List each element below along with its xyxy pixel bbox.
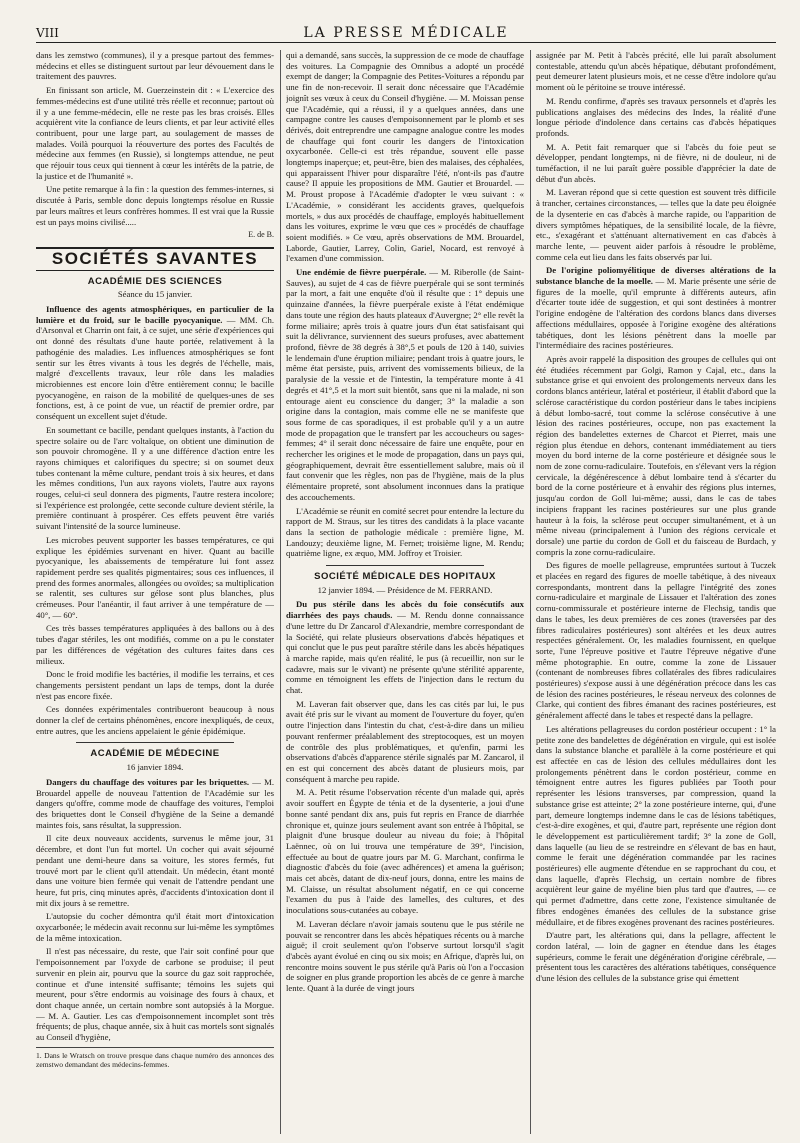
paragraph: M. A. Petit résume l'observation récente d'un malade qui, après avoir souffert en Égypte de ténia et de la dysenterie, a joui d'une bonne santé pendant dix ans, puis fut repris en France de diarrhée chronique et, quinze jours seulement avant son entrée à l'hôpital, se plaignit d'une brusque douleur au niveau du foie; à l'hôpital Laënnec, où on lui trouva une température de 39°, l'incision, effectuée au bout de quatre jours par M. G. Marchant, confirma le diagnostic d'abcès du foie (avec adhérences) et amena la guérison; mais cet abcès, datant de dix-neuf jours, donna, entre les mains de M. Claisse, un résultat absolument négatif, en ce qui concerne l'examen du pus à l'aide des lamelles, des cultures, et des inoculations sous-cutanées au cobaye. — [286, 787, 524, 916]
article-text: — M. Riberolle (de Saint-Sauves), au sujet de 4 cas de fièvre puerpérale qui se sont terminés par la mort, a fait une enquête d'où il résulte que : 1° depuis une quinzaine d'années, la fièvre puerpérale existe à l'état endémique dans toute une région des hauts plateaux d'Auvergne; 2° elle revêt la forme miliaire; après trois à quatre jours d'un état satisfaisant qui suit la délivrance, surviennent des sueurs profuses, avec abattement profond, fièvre de 38 degrés à 38°,5 et pouls de 120 à 140, suivies le lendemain d'une éruption miliaire; pendant trois à quatre jours, le même état persiste, puis, arrivent des vomissements bilieux, de la paralysie de la vessie et de l'intestin, la température monte à 41 degrés et 41°,5 et la mort suit bientôt, sans que ni la malade, ni son entourage aient eu conscience du danger; 3° la maladie a son origine dans la contagion, mais comme elle ne se manifeste que sous forme de cas sporadiques, il est probable qu'il y a un autre mode de propagation que le transfert par les accoucheurs ou sages-femmes; 4° il serait donc nécessaire de faire une enquête, pour en rechercher les origines et le mode de propagation, dans un pays qui, géographiquement, devrait être essentiellement salubre, mais où il faut convenir que les règles, non pas de l'hygiène, mais de la plus élémentaire propreté, sont absolument inconnues dans la pratique des accouchements. — [286, 267, 524, 502]
paragraph: assignée par M. Petit à l'abcès précité, elle lui paraît absolument contestable, attendu qu'un abcès hépatique, débutant profondément, peut demeurer latent plusieurs mois, et ne cesse d'être indolore qu'au moment où le péritoine se trouve intéressé. — [536, 50, 776, 93]
paragraph: qui a demandé, sans succès, la suppression de ce mode de chauffage des voitures. La Compagnie des Omnibus a adopté un procédé exempt de danger; la Compagnie des Petites-Voitures a répondu par une fin de non-recevoir. Il serait donc nécessaire que l'Académie joignît ses vœux à ceux du Conseil d'hygiène. — M. Moissan pense que l'Académie, qui a réussi, il y a quelques années, dans une campagne contre les causes d'empoisonnement par le plomb et ses dérivés, doit entreprendre une campagne analogue contre les modes de chauffage qui font courir les dangers de l'intoxication oxycarbonée. Celle-ci est très répandue, souvent elle passe longtemps inaperçue; et, peut-être, bien des malaises, des céphalées, qui apparaissent l'hiver pour disparaître l'été, n'ont-ils pas d'autre cause? Il appuie les propositions de MM. Gautier et Brouardel. — M. Proust propose à l'Académie d'adopter le vœu suivant : « L'Académie, » considérant les accidents graves, quelquefois mortels, » dus aux procédés de chauffage, employés habituellement dans les voitures, exprime le vœu que ces » procédés de chauffage soient modifiés. » Ce vœu, après observations de MM. Brouardel, Laborde, Gautier, Larrey, Colin, Gariel, Nocard, est renvoyé à l'examen d'une commission. — [286, 50, 524, 264]
signature: E. de B. — [248, 230, 274, 240]
paragraph: Des figures de moelle pellagreuse, empruntées surtout à Tuczek et placées en regard des figures de moelle tabétique, à des niveaux correspondants, montrent dans la pellagre l'intégrité des zones cornu-radiculaire et marginale de Lissauer et l'altération des zones cornu-commissurale et postérieure interne de Flechsig, tandis que dans le tabes, les deux premières de ces zones (traversées par des fibres radiculaires postérieures) sont altérées et les deux autres respectées généralement. Or, les maladies fournissent, en quelque sorte, l'une l'épreuve positive et l'autre l'épreuve négative d'une même photographie. En outre, comme la zone de Lissauer (contenant de nombreuses fibres collatérales des fibres radiculaires postérieures) s'expose aussi à une dégénération précoce dans les cas de lésion des racines postérieures, le réseau nerveux des colonnes de Clarke, qui contient des fibres émanant des racines postérieures, est généralement affecté dans le tabes et respecté dans la pellagre. — [536, 560, 776, 721]
paragraph: M. Rendu confirme, d'après ses travaux personnels et d'après les publications anglaises des médecins des Indes, la réalité d'une longue période d'indolence dans certains cas d'abcès hépatiques profonds. — [536, 95, 776, 138]
paragraph: En soumettant ce bacille, pendant quelques instants, à l'action du spectre solaire ou de l'arc voltaïque, on obtient une diminution de son pouvoir chromogène. Il y a une différence d'action entre les rayons chimiques et calorifiques du spectre; si on soumet deux tubes contenant la même culture, pendant trois à six heures, et dans les mêmes conditions, l'un aux rayons violets, l'autre aux rayons rouges, celui-ci seul donnera des pigments, l'autre restera incolore; si l'expérience est prolongée, cette seconde culture devient stérile, la première continuant à prospérer. Ces effets peuvent être variés suivant l'intensité de la source lumineuse. — [36, 424, 274, 532]
paragraph: L'Académie se réunit en comité secret pour entendre la lecture du rapport de M. Straus, sur les titres des candidats à la place vacante dans la section de pathologie médicale : première ligne, M. Landouzy; deuxième ligne, M. Fernet; troisième ligne, M. Rendu; quatrième ligne, ex æquo, MM. Joffroy et Troisier. — [286, 505, 524, 559]
paragraph: Ces très basses températures appliquées à des ballons ou à des tubes d'agar stériles, les ont modifiés, comme on a pu le constater par les différences de végétation des cultures faites dans ces milieux. — [36, 623, 274, 666]
session-date: 16 janvier 1894. — [126, 762, 184, 773]
column-rule — [280, 50, 281, 1134]
subsection-heading: ACADÉMIE DE MÉDECINE — [90, 748, 220, 760]
page-number: VIII — [36, 26, 59, 40]
session-date: Séance du 15 janvier. — [117, 289, 193, 300]
paragraph: Il n'est pas nécessaire, du reste, que l'air soit confiné pour que l'empoisonnement par l'oxyde de carbone se produise; il peut survenir en plein air, pourvu que la source du gaz soit rapprochée, continue et d'une intensité suffisante; témoins les sujets qui meurent, pour s'être endormis au voisinage des fours à chaux, et dont chaque année, un certain nombre sont autopsiés à la Morgue. — M. A. Gautier. Les cas d'empoisonnement incomplet sont très fréquents; de plus, chaque année, six à huit cas mortels sont signalés au Conseil d'hygiène, — [36, 946, 274, 1043]
paragraph: Donc le froid modifie les bactéries, il modifie les terrains, et ces changements persistent pendant un laps de temps, dont la durée n'est pas encore fixée. — [36, 669, 274, 701]
article-title: De l'origine poliomyélitique de diverses altérations de la substance blanche de la moelle. — [536, 265, 776, 287]
section-heading: SOCIÉTÉS SAVANTES — [36, 247, 274, 271]
paragraph: Une petite remarque à la fin : la question des femmes-internes, si discutée à Paris, semble donc depuis longtemps résolue en Russie par leurs maîtres et leurs confrères hommes. Il est vrai que la Russie est un pays moins civilisé..... — [36, 184, 274, 227]
paragraph: M. Laveran déclare n'avoir jamais soutenu que le pus stérile ne pouvait se rencontrer dans les abcès hépatiques récents ou à marche aiguë; il croit seulement qu'on l'observe surtout lorsqu'il s'agit d'abcès ayant évolué en cinq ou six mois; en Afrique, d'après lui, on rencontre moins souvent le pus stérile qu'à Paris où l'on a l'occasion de soigner en plus grande proportion les abcès de ce genre à marche lente. Quant à la durée de vingt jours — [286, 918, 524, 994]
paragraph: Ces données expérimentales contribueront beaucoup à nous donner la clef de certains phénomènes, encore inexpliqués, de ceux, entre autres, que les anciens appelaient le génie épidémique. — [36, 704, 274, 736]
article-text: — M. Brouardel appelle de nouveau l'attention de l'Académie sur les dangers qu'offre, comme mode de chauffage des voitures, l'emploi des briquettes dont le Conseil d'hygiène de la Seine a demandé maintes fois, sans résultat, la suppression. — [36, 776, 274, 830]
paragraph: En finissant son article, M. Guerzeinstein dit : « L'exercice des femmes-médecins est d'une utilité très réelle et reconnue; partout où il y a une femme-médecin, elle ne reste pas les bras croisés. Elles acquièrent vite la confiance de leurs clients, et par leur activité elles contribuent, pour une large part, au soulagement de masses de malades. Voilà pourquoi la réouverture des portes des Facultés de médecine aux femmes (en Russie), si longtemps attendue, ne peut que réjouir tous ceux qui tiennent à cœur les intérêts de la patrie, de la justice et de l'humanité ». — [36, 85, 274, 181]
session-date: 12 janvier 1894. — Présidence de M. FERRAND. — [317, 584, 493, 595]
paragraph: Il cite deux nouveaux accidents, survenus le même jour, 31 décembre, et dont l'un fut mortel. Un cocher qui avait séjourné pendant une demi-heure dans sa voiture, les stores fermés, fut trouvé mort par le client qu'il attendait. Un médecin, étant monté dans une voiture bien fermée qui venait de l'attendre pendant une heure, fut pris, cinq minutes après, d'accidents d'intoxication dont il mit dix jours à se remettre. — [36, 833, 274, 908]
paragraph: M. A. Petit fait remarquer que si l'abcès du foie peut se développer, pendant longtemps, ni de fièvre, ni de douleur, ni de tuméfaction, il ne lui paraît guère possible d'apprécier la date de début d'un abcès. — [536, 141, 776, 184]
footnote: 1. Dans le Wratsch on trouve presque dans chaque numéro des annonces des zemstwo demandant des médecins-femmes. — [36, 1047, 274, 1069]
article-title: Influence des agents atmosphériques, en particulier de la lumière et du froid, sur le bacille pyocyanique. — [36, 304, 274, 325]
paragraph: Après avoir rappelé la disposition des groupes de cellules qui ont été étudiées récemment par Golgi, Ramon y Cajal, etc., dans la substance grise et qui envoient des prolongements nerveux dans les cordons blancs antérieur, latéral et postérieur, il établit d'abord que la sclérose caractéristique du cordon postérieur dans le tabes incipiens à début lombo-sacré, tout comme la sclérose consécutive à une lésion des racines postérieures, occupe, non pas exactement la région des bandelettes externes de Charcot et Pierret, mais une région plus étendue en dehors, contenant immédiatement au tiers moyen du bord interne de la corne postérieure et désignée sous le nom de zone cornu-radiculaire. Toutefois, en s'élevant vers la région cervicale, la dégénérescence à début lombaire tend à s'écarter du bord de la corne postérieure et à envahir des régions plus internes, jusqu'au cordon de Goll lui-même; aussi, dans le cas de tabes incipiens frappant les racines postérieures sur une plus grande hauteur à la fois, la sclérose peut occuper simultanément, et à un même niveau (principalement à l'union des régions cervicale et dorsale) une partie du cordon de Goll et du faisceau de Burdach, y compris la zone cornu-radiculaire. — [536, 353, 776, 557]
running-header — [36, 24, 776, 43]
article-text: — MM. Ch. d'Arsonval et Charrin ont fait, à ce sujet, une série d'expériences qui ont donné des résultats d'une haute portée, relativement à la pathogénie des maladies. Les influences atmosphériques se font sentir sur les êtres vivants à tous les degrés de l'échelle, mais, malgré d'excellents travaux, leur rôle dans les maladies microbiennes est encore loin d'être entièrement connu; le bacille pyocyanogène, en raison de la mobilité de quelques-unes de ses fonctions, est, à ce point de vue, un réactif de premier ordre, par conséquent un excellent sujet d'étude. — [36, 314, 274, 422]
paragraph: dans les zemstwo (communes), il y a presque partout des femmes-médecins et elles se distinguent surtout par leur dévouement dans le traitement des pauvres. — [36, 50, 274, 82]
column-2 — [286, 50, 524, 1134]
paragraph: M. Laveran répond que si cette question est souvent très difficile à trancher, certaines circonstances, — telles que la date peu éloignée de la dysenterie en cas d'abcès à marche rapide, ou l'apparition de divers symptômes hépatiques, de la sensibilité locale, de la fièvre, etc., s'exagérant et s'atténuant alternativement en cas d'abcès à marche lente, — peuvent aider parfois à résoudre le problème, comme cela eut lieu dans les faits observés par lui. — [536, 187, 776, 262]
article-title: Dangers du chauffage des voitures par les briquettes. — [46, 776, 250, 787]
divider — [326, 565, 484, 566]
paragraph: Les microbes peuvent supporter les basses températures, ce qui explique les épidémies survenant en hiver. Quant au bacille pyocyanique, les abaissements de température lui font assez rapidement perdre ses qualités pigmentaires; sous ces influences, il prend des formes anormales, allongées ou ovoïdes; sa multiplication se ralentit, ses cultures sur gélose sont plus blanches, plus crémeuses. Pour l'anéantir, il faut arriver à une température de — 40°, — 60°. — [36, 534, 274, 620]
article-title: Du pus stérile dans les abcès du foie consécutifs aux diarrhées des pays chauds. — [286, 599, 524, 621]
paragraph: L'autopsie du cocher démontra qu'il était mort d'intoxication oxycarbonée; le médecin avait reconnu sur lui-même les symptômes de la même intoxication. — [36, 911, 274, 943]
paragraph: D'autre part, les altérations qui, dans la pellagre, affectent le cordon latéral, — loin de gagner en étendue dans les étages supérieurs, comme le ferait une dégénération d'origine cérébrale, — présentent tous les caractères des altérations tabétiques, conséquence d'une lésion des cellules de la substance grise qui émettent — [536, 930, 776, 984]
subsection-heading: ACADÉMIE DES SCIENCES — [87, 275, 223, 287]
column-rule — [530, 50, 531, 1134]
article-text: — M. Marie présente une série de figures de la moelle, qu'il emprunte à différents auteurs, afin d'écarter toute idée de suggestion, et qui sont destinées à montrer l'origine endogène de l'altération des cordons blancs dans diverses affections médullaires, opposée à l'origine exogène des altérations tabétiques, dont les lésions pénètrent dans la moelle par l'intermédiaire des racines postérieures. — [536, 276, 776, 351]
newspaper-page — [36, 24, 776, 1134]
columns — [36, 50, 776, 1134]
article-text: — M. Rendu donne connaissance d'une lettre du Dr Zancarol d'Alexandrie, membre correspondant de la Société, qui relate plusieurs observations d'abcès hépatiques et qui conclut que le pus peut paraître stérile dans les abcès hépatiques à marche rapide, mais qu'en réalité, le pus (à recueillir, non sur le cadavre, mais sur le vivant) ne présente qu'une stérilité apparente, comme en témoignent les effets de l'injection dans le rectum du chat. — [286, 610, 524, 696]
column-3 — [536, 50, 776, 1134]
paragraph: Les altérations pellagreuses du cordon postérieur occupent : 1° la petite zone des bandelettes de dégénération en virgule, qui est isolée dans la substance blanche et parallèle à la corne postérieure et qui est affectée en cas de lésion des cellules médullaires dont les prolongements pénètrent dans le cordon postérieur, comme en témoignent entre autres les figures publiées par Tooth pour représenter les lésions transverses, par compression, quand la substance grise est atteinte; 2° la zone postérieure interne, qui, d'une part, demeure longtemps indemne dans le cas de lésions tabétiques, c'est-à-dire exogènes, et qui, d'autre part, représente une région dont le développement est particulièrement tardif; 3° la zone de Goll, dans laquelle (au lieu de se restreindre en s'élevant de bas en haut, comme le ferait une dégénération commandée par les racines postérieures) elle augmente d'étendue en se rapprochant du cou, et dans laquelle, d'après Flechsig, un certain nombre de fibres acquièrent leur gaine de myéline bien plus tard que d'autres, — ce qui permet d'admettre, dans cette zone, l'existence simultanée de fibres endogènes émanées des cellules de la substance grise médullaire, et de fibres exogènes provenant des racines postérieures. — [536, 723, 776, 927]
article-title: Une endémie de fièvre puerpérale. — [296, 267, 427, 278]
divider — [76, 742, 234, 743]
paragraph: M. Laveran fait observer que, dans les cas cités par lui, le pus avait été pris sur le vivant au moment de l'ouverture du foyer, qu'en outre l'injection dans l'intestin du chat, c'est-à-dire dans un milieu pouvant renfermer préalablement des streptocoques, est un moyen de contrôle des plus problématiques, et qu'enfin, parmi les observations d'abcès d'apparence stérile signalés par M. Zancarol, il en est qui concernent des abcès datant de plusieurs mois, par conséquent à marche peu rapide. — [286, 698, 524, 784]
column-1 — [36, 50, 274, 1134]
journal-title: LA PRESSE MÉDICALE — [303, 25, 509, 41]
subsection-heading: SOCIÉTÉ MÉDICALE DES HOPITAUX — [314, 571, 496, 583]
